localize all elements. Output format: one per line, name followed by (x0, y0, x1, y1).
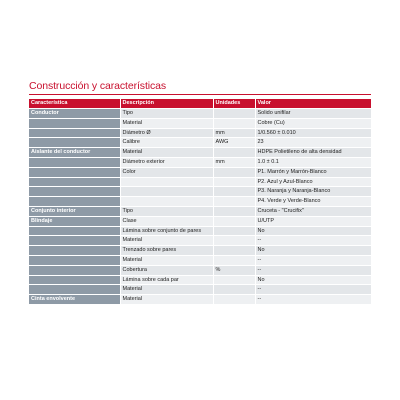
value-cell: No (255, 226, 371, 236)
table-row (29, 295, 371, 305)
unit-cell (213, 197, 255, 207)
unit-cell (213, 216, 255, 226)
table-row (29, 275, 371, 285)
value-cell: 1/0.560 ± 0.010 (255, 128, 371, 138)
description-cell: Lámina sobre conjunto de pares (120, 226, 213, 236)
characteristic-cell (29, 128, 120, 138)
unit-cell: AWG (213, 138, 255, 148)
table-row (29, 197, 371, 207)
table-body (29, 109, 371, 305)
description-cell: Material (120, 148, 213, 158)
table-row (29, 138, 371, 148)
characteristic-cell (29, 226, 120, 236)
value-cell: -- (255, 255, 371, 265)
unit-cell: mm (213, 128, 255, 138)
characteristic-cell (29, 167, 120, 177)
description-cell: Lámina sobre cada par (120, 275, 213, 285)
unit-cell (213, 295, 255, 305)
characteristic-cell (29, 275, 120, 285)
characteristic-cell (29, 187, 120, 197)
description-cell: Tipo (120, 109, 213, 119)
value-cell: -- (255, 285, 371, 295)
table-row (29, 285, 371, 295)
value-cell: U/UTP (255, 216, 371, 226)
table-row (29, 226, 371, 236)
unit-cell (213, 148, 255, 158)
description-cell: Material (120, 236, 213, 246)
characteristic-cell (29, 197, 120, 207)
characteristic-cell: Aislante del conductor (29, 148, 120, 158)
unit-cell (213, 177, 255, 187)
unit-cell (213, 255, 255, 265)
column-header-caracteristica: Característica (29, 99, 120, 109)
specifications-table (29, 99, 372, 305)
unit-cell: % (213, 265, 255, 275)
unit-cell (213, 246, 255, 256)
value-cell: Cruceta - "Crucifix" (255, 206, 371, 216)
unit-cell (213, 206, 255, 216)
description-cell: Diámetro Ø (120, 128, 213, 138)
description-cell: Tipo (120, 206, 213, 216)
unit-cell: mm (213, 157, 255, 167)
value-cell: -- (255, 236, 371, 246)
description-cell (120, 187, 213, 197)
column-header-valor: Valor (255, 99, 371, 109)
characteristic-cell (29, 246, 120, 256)
characteristic-cell (29, 118, 120, 128)
characteristic-cell (29, 157, 120, 167)
table-row (29, 255, 371, 265)
description-cell: Diámetro exterior (120, 157, 213, 167)
table-row (29, 109, 371, 119)
value-cell: 23 (255, 138, 371, 148)
header-row (29, 99, 371, 109)
characteristic-cell (29, 177, 120, 187)
unit-cell (213, 285, 255, 295)
description-cell: Color (120, 167, 213, 177)
table-row (29, 148, 371, 158)
description-cell (120, 177, 213, 187)
unit-cell (213, 167, 255, 177)
unit-cell (213, 109, 255, 119)
characteristic-cell: Conjunto interior (29, 206, 120, 216)
characteristic-cell (29, 236, 120, 246)
value-cell: P3. Naranja y Naranja-Blanco (255, 187, 371, 197)
section-title: Construcción y características (29, 80, 167, 92)
table-row (29, 246, 371, 256)
characteristic-cell (29, 285, 120, 295)
description-cell: Material (120, 285, 213, 295)
characteristic-cell: Blindaje (29, 216, 120, 226)
table-row (29, 206, 371, 216)
table-row (29, 177, 371, 187)
table-row (29, 157, 371, 167)
description-cell: Calibre (120, 138, 213, 148)
characteristic-cell (29, 255, 120, 265)
value-cell: -- (255, 265, 371, 275)
table-row (29, 236, 371, 246)
title-divider (29, 94, 371, 95)
value-cell: 1.0 ± 0.1 (255, 157, 371, 167)
table-row (29, 167, 371, 177)
description-cell: Material (120, 295, 213, 305)
value-cell: Cobre (Cu) (255, 118, 371, 128)
characteristic-cell: Cinta envolvente (29, 295, 120, 305)
description-cell: Cobertura (120, 265, 213, 275)
table-row (29, 265, 371, 275)
column-header-unidades: Unidades (213, 99, 255, 109)
unit-cell (213, 275, 255, 285)
characteristic-cell (29, 138, 120, 148)
value-cell: P2. Azul y Azul-Blanco (255, 177, 371, 187)
value-cell: P1. Marrón y Marrón-Blanco (255, 167, 371, 177)
table-row (29, 187, 371, 197)
unit-cell (213, 187, 255, 197)
unit-cell (213, 236, 255, 246)
column-header-descripcion: Descripción (120, 99, 213, 109)
value-cell: HDPE Polietileno de alta densidad (255, 148, 371, 158)
value-cell: No (255, 275, 371, 285)
value-cell: Solido unifilar (255, 109, 371, 119)
table-row (29, 118, 371, 128)
description-cell: Clase (120, 216, 213, 226)
unit-cell (213, 226, 255, 236)
value-cell: P4. Verde y Verde-Blanco (255, 197, 371, 207)
value-cell: No (255, 246, 371, 256)
description-cell: Material (120, 118, 213, 128)
characteristic-cell: Conductor (29, 109, 120, 119)
table-row (29, 128, 371, 138)
table-row (29, 216, 371, 226)
unit-cell (213, 118, 255, 128)
table-header (29, 99, 371, 109)
value-cell: -- (255, 295, 371, 305)
description-cell: Trenzado sobre pares (120, 246, 213, 256)
description-cell: Material (120, 255, 213, 265)
description-cell (120, 197, 213, 207)
characteristic-cell (29, 265, 120, 275)
